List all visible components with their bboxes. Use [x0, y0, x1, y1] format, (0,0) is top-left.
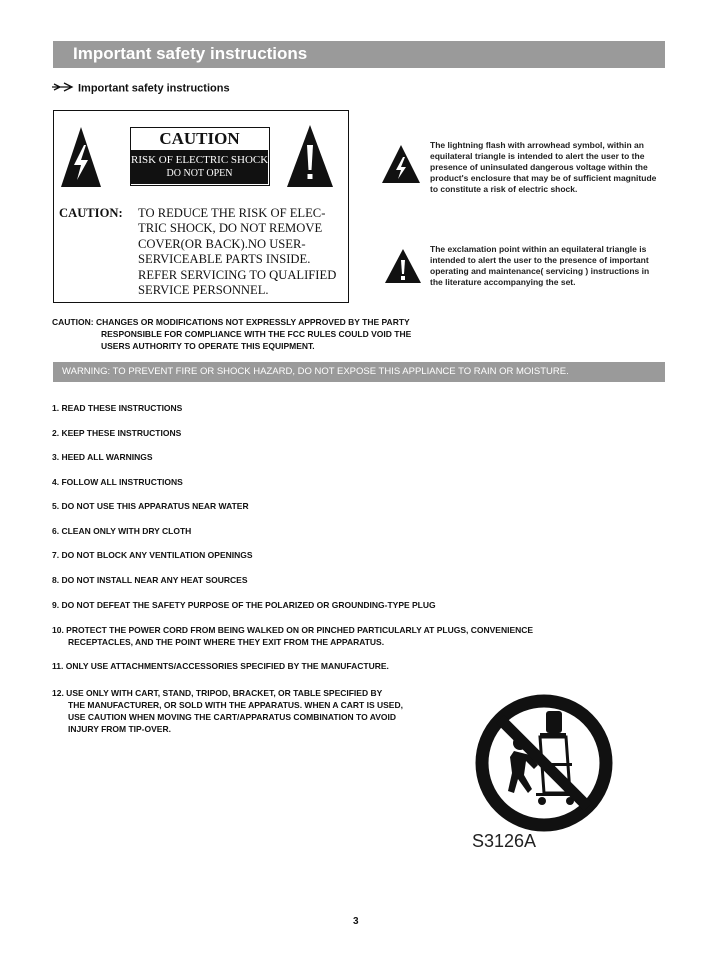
list-item-text: 5. DO NOT USE THIS APPARATUS NEAR WATER	[52, 501, 249, 511]
section-header-bar	[53, 41, 665, 68]
caution-line: TO REDUCE THE RISK OF ELEC-	[138, 206, 326, 221]
warning-bar	[53, 362, 665, 382]
explanation-line: equilateral triangle is intended to alert the user to the	[430, 151, 645, 161]
arrow-bullet-icon	[52, 82, 74, 95]
list-item-text: 4. FOLLOW ALL INSTRUCTIONS	[52, 477, 183, 487]
list-item	[52, 500, 612, 512]
subheading-text: Important safety instructions	[78, 82, 230, 95]
cart-tip-over-icon	[474, 693, 614, 833]
list-item	[52, 476, 612, 488]
caution-sign-title: CAUTION	[159, 129, 240, 148]
list-item-text: RECEPTACLES, AND THE POINT WHERE THEY EXIT FROM THE APPARATUS.	[68, 637, 385, 647]
explanation-line: the literature accompanying the set.	[430, 277, 576, 287]
list-item	[52, 599, 612, 611]
list-item	[52, 660, 612, 672]
caution-sign	[130, 127, 270, 186]
cart-symbol-code: S3126A	[472, 831, 537, 851]
list-item-text: 9. DO NOT DEFEAT THE SAFETY PURPOSE OF THE POLARIZED OR GROUNDING-TYPE PLUG	[52, 600, 436, 610]
lightning-triangle-icon	[380, 143, 422, 185]
section-title: Important safety instructions	[73, 44, 308, 63]
explanation-line: The exclamation point within an equilateral triangle is	[430, 244, 647, 254]
list-item-text: 11. ONLY USE ATTACHMENTS/ACCESSORIES SPECIFIED BY THE MANUFACTURE.	[52, 661, 389, 671]
explanation-line: product's enclosure that may be of sufficient magnitude	[430, 173, 657, 183]
list-item	[52, 427, 612, 439]
caution-line: REFER SERVICING TO QUALIFIED	[138, 267, 337, 282]
list-item-text: 10. PROTECT THE POWER CORD FROM BEING WALKED ON OR PINCHED PARTICULARLY AT PLUGS, CONVENIENCE	[52, 625, 534, 635]
exclamation-triangle-icon	[384, 247, 422, 285]
list-item	[52, 549, 612, 561]
list-item	[52, 574, 612, 586]
explanation-line: operating and maintenance( servicing ) instructions in	[430, 266, 650, 276]
list-item-text: 8. DO NOT INSTALL NEAR ANY HEAT SOURCES	[52, 575, 248, 585]
fcc-notice	[52, 316, 472, 352]
subheading	[52, 82, 230, 95]
list-item	[52, 451, 612, 463]
explanation-line: presence of uninsulated dangerous voltage within the	[430, 162, 648, 172]
caution-line: COVER(OR BACK).NO USER-	[138, 236, 306, 251]
caution-statement	[59, 206, 347, 298]
list-item-text: THE MANUFACTURER, OR SOLD WITH THE APPARATUS. WHEN A CART IS USED,	[68, 700, 403, 710]
list-item-text: 1. READ THESE INSTRUCTIONS	[52, 403, 183, 413]
list-item-text: 2. KEEP THESE INSTRUCTIONS	[52, 428, 182, 438]
fcc-notice-lead: CAUTION:	[52, 317, 94, 327]
fcc-notice-line: USERS AUTHORITY TO OPERATE THIS EQUIPMENT.	[101, 341, 315, 351]
warning-text: WARNING: TO PREVENT FIRE OR SHOCK HAZARD, DO NOT EXPOSE THIS APPLIANCE TO RAIN OR MOISTURE.	[62, 366, 569, 377]
list-item-text: USE CAUTION WHEN MOVING THE CART/APPARATUS COMBINATION TO AVOID	[68, 712, 397, 722]
list-item-text: 6. CLEAN ONLY WITH DRY CLOTH	[52, 526, 192, 536]
caution-sign-line2: DO NOT OPEN	[166, 168, 233, 179]
page-number: 3	[353, 916, 359, 927]
list-item-text: 7. DO NOT BLOCK ANY VENTILATION OPENINGS	[52, 550, 253, 560]
fcc-notice-line: RESPONSIBLE FOR COMPLIANCE WITH THE FCC RULES COULD VOID THE	[101, 329, 412, 339]
exclamation-triangle-icon	[286, 123, 334, 189]
list-item	[52, 624, 612, 648]
explanation-line: intended to alert the user to the presence of important	[430, 255, 649, 265]
caution-statement-lead: CAUTION:	[59, 206, 123, 220]
fcc-notice-line: CHANGES OR MODIFICATIONS NOT EXPRESSLY APPROVED BY THE PARTY	[95, 317, 410, 327]
lightning-triangle-icon	[60, 125, 102, 189]
list-item-text: 3. HEED ALL WARNINGS	[52, 452, 153, 462]
caution-box	[53, 110, 349, 303]
lightning-explanation	[430, 140, 670, 195]
list-item	[52, 687, 452, 735]
list-item	[52, 525, 612, 537]
caution-sign-line1: RISK OF ELECTRIC SHOCK	[131, 154, 269, 166]
list-item-text: INJURY FROM TIP-OVER.	[68, 724, 171, 734]
list-item-text: 12. USE ONLY WITH CART, STAND, TRIPOD, BRACKET, OR TABLE SPECIFIED BY	[52, 688, 383, 698]
caution-line: SERVICE PERSONNEL.	[138, 283, 269, 298]
caution-line: TRIC SHOCK, DO NOT REMOVE	[138, 221, 323, 236]
list-item	[52, 402, 612, 414]
explanation-line: to constitute a risk of electric shock.	[430, 184, 578, 194]
caution-sign-banner	[131, 150, 268, 184]
explanation-line: The lightning flash with arrowhead symbol, within an	[430, 140, 644, 150]
caution-line: SERVICEABLE PARTS INSIDE.	[138, 252, 311, 267]
exclamation-explanation	[430, 244, 670, 288]
